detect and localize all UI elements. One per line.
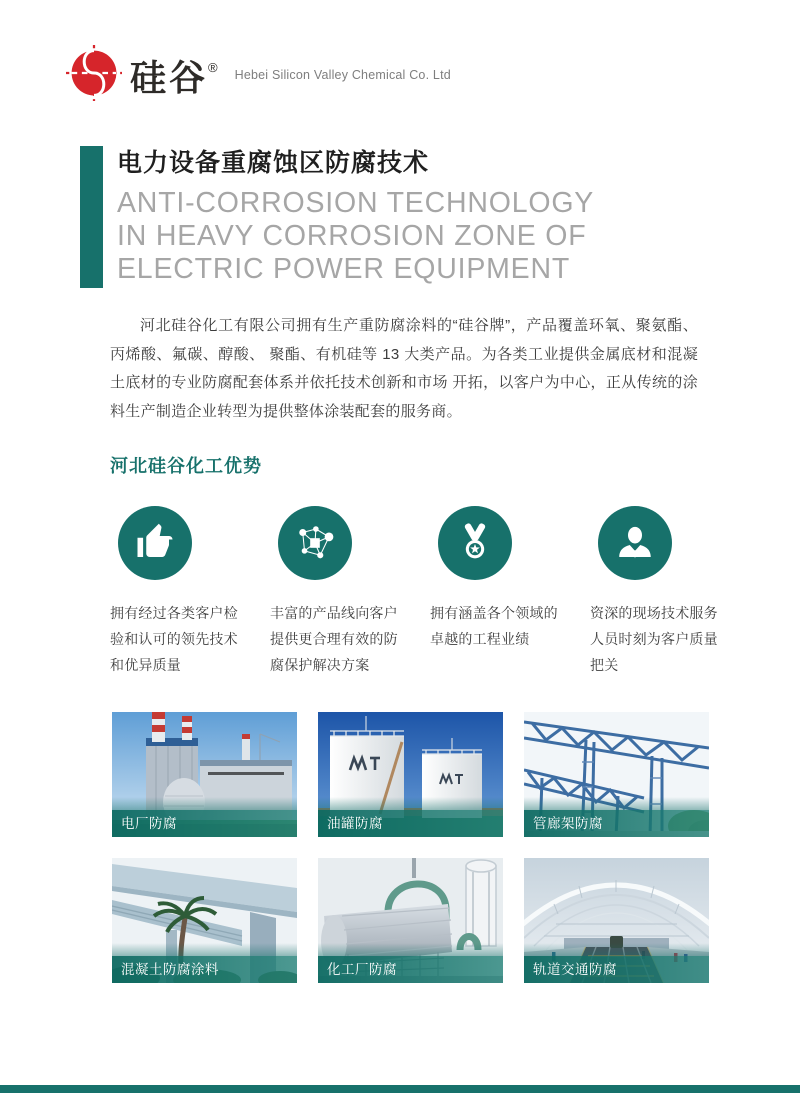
title-en-line1: ANTI-CORROSION TECHNOLOGY [117,187,595,219]
advantage-text: 拥有涵盖各个领域的卓越的工程业绩 [430,605,558,647]
gallery-card-rail [524,858,709,983]
registered-trademark: ® [208,60,221,75]
page-title-zh: 电力设备重腐蚀区防腐技术 [117,149,430,177]
advantage-text: 拥有经过各类客户检验和认可的领先技术和优异质量 [110,605,238,673]
medal-icon [438,506,512,580]
gallery-label: 电厂防腐 [112,810,297,837]
gallery-card-concrete [112,858,297,983]
company-logo-icon [66,45,122,101]
label-fade [318,943,503,956]
advantage-item [270,506,406,678]
advantage-item [430,506,566,678]
gallery-card-pipe-rack [524,712,709,837]
advantage-text: 丰富的产品线向客户提供更合理有效的防腐保护解决方案 [270,605,398,673]
gallery-label: 化工厂防腐 [318,956,503,983]
engineer-icon [598,506,672,580]
thumbs-up-icon [118,506,192,580]
page-title-en [117,187,594,286]
label-fade [112,797,297,810]
logo-wordmark: 硅谷® [130,57,221,98]
gallery-label: 管廊架防腐 [524,810,709,837]
title-block [80,146,594,288]
company-name: Hebei Silicon Valley Chemical Co. Ltd [234,68,451,82]
advantages-heading: 河北硅谷化工优势 [110,456,262,476]
header [66,40,451,106]
advantage-item [590,506,726,678]
project-gallery [112,712,709,983]
gallery-label: 油罐防腐 [318,810,503,837]
advantage-item [110,506,246,678]
title-en-line3: ELECTRIC POWER EQUIPMENT [117,253,571,286]
footer-accent-bar [0,1085,800,1093]
intro-paragraph: 河北硅谷化工有限公司拥有生产重防腐涂料的“硅谷牌”，产品覆盖环氧、聚氨酯、丙烯酸、氟碳、醇酸、 聚酯、有机硅等 13 大类产品。为各类工业提供金属底材和混凝土底材的专业防腐配套体系并依托技术创新和市场 开拓，以客户为中心，正从传统的涂料生产制造企业转型为提供整体涂装配套的服务商。 [110,317,698,420]
label-fade [524,943,709,956]
label-fade [112,943,297,956]
gallery-card-chemical [318,858,503,983]
label-fade [318,797,503,810]
gallery-card-oil-tank [318,712,503,837]
advantages-row [110,506,726,678]
gallery-card-power-plant [112,712,297,837]
accent-bar [80,146,103,288]
gallery-label: 轨道交通防腐 [524,956,709,983]
title-en-line2: IN HEAVY CORROSION ZONE OF [117,220,587,253]
label-fade [524,797,709,810]
gallery-label: 混凝土防腐涂料 [112,956,297,983]
advantage-text: 资深的现场技术服务人员时刻为客户质量把关 [590,605,718,673]
product-network-icon [278,506,352,580]
